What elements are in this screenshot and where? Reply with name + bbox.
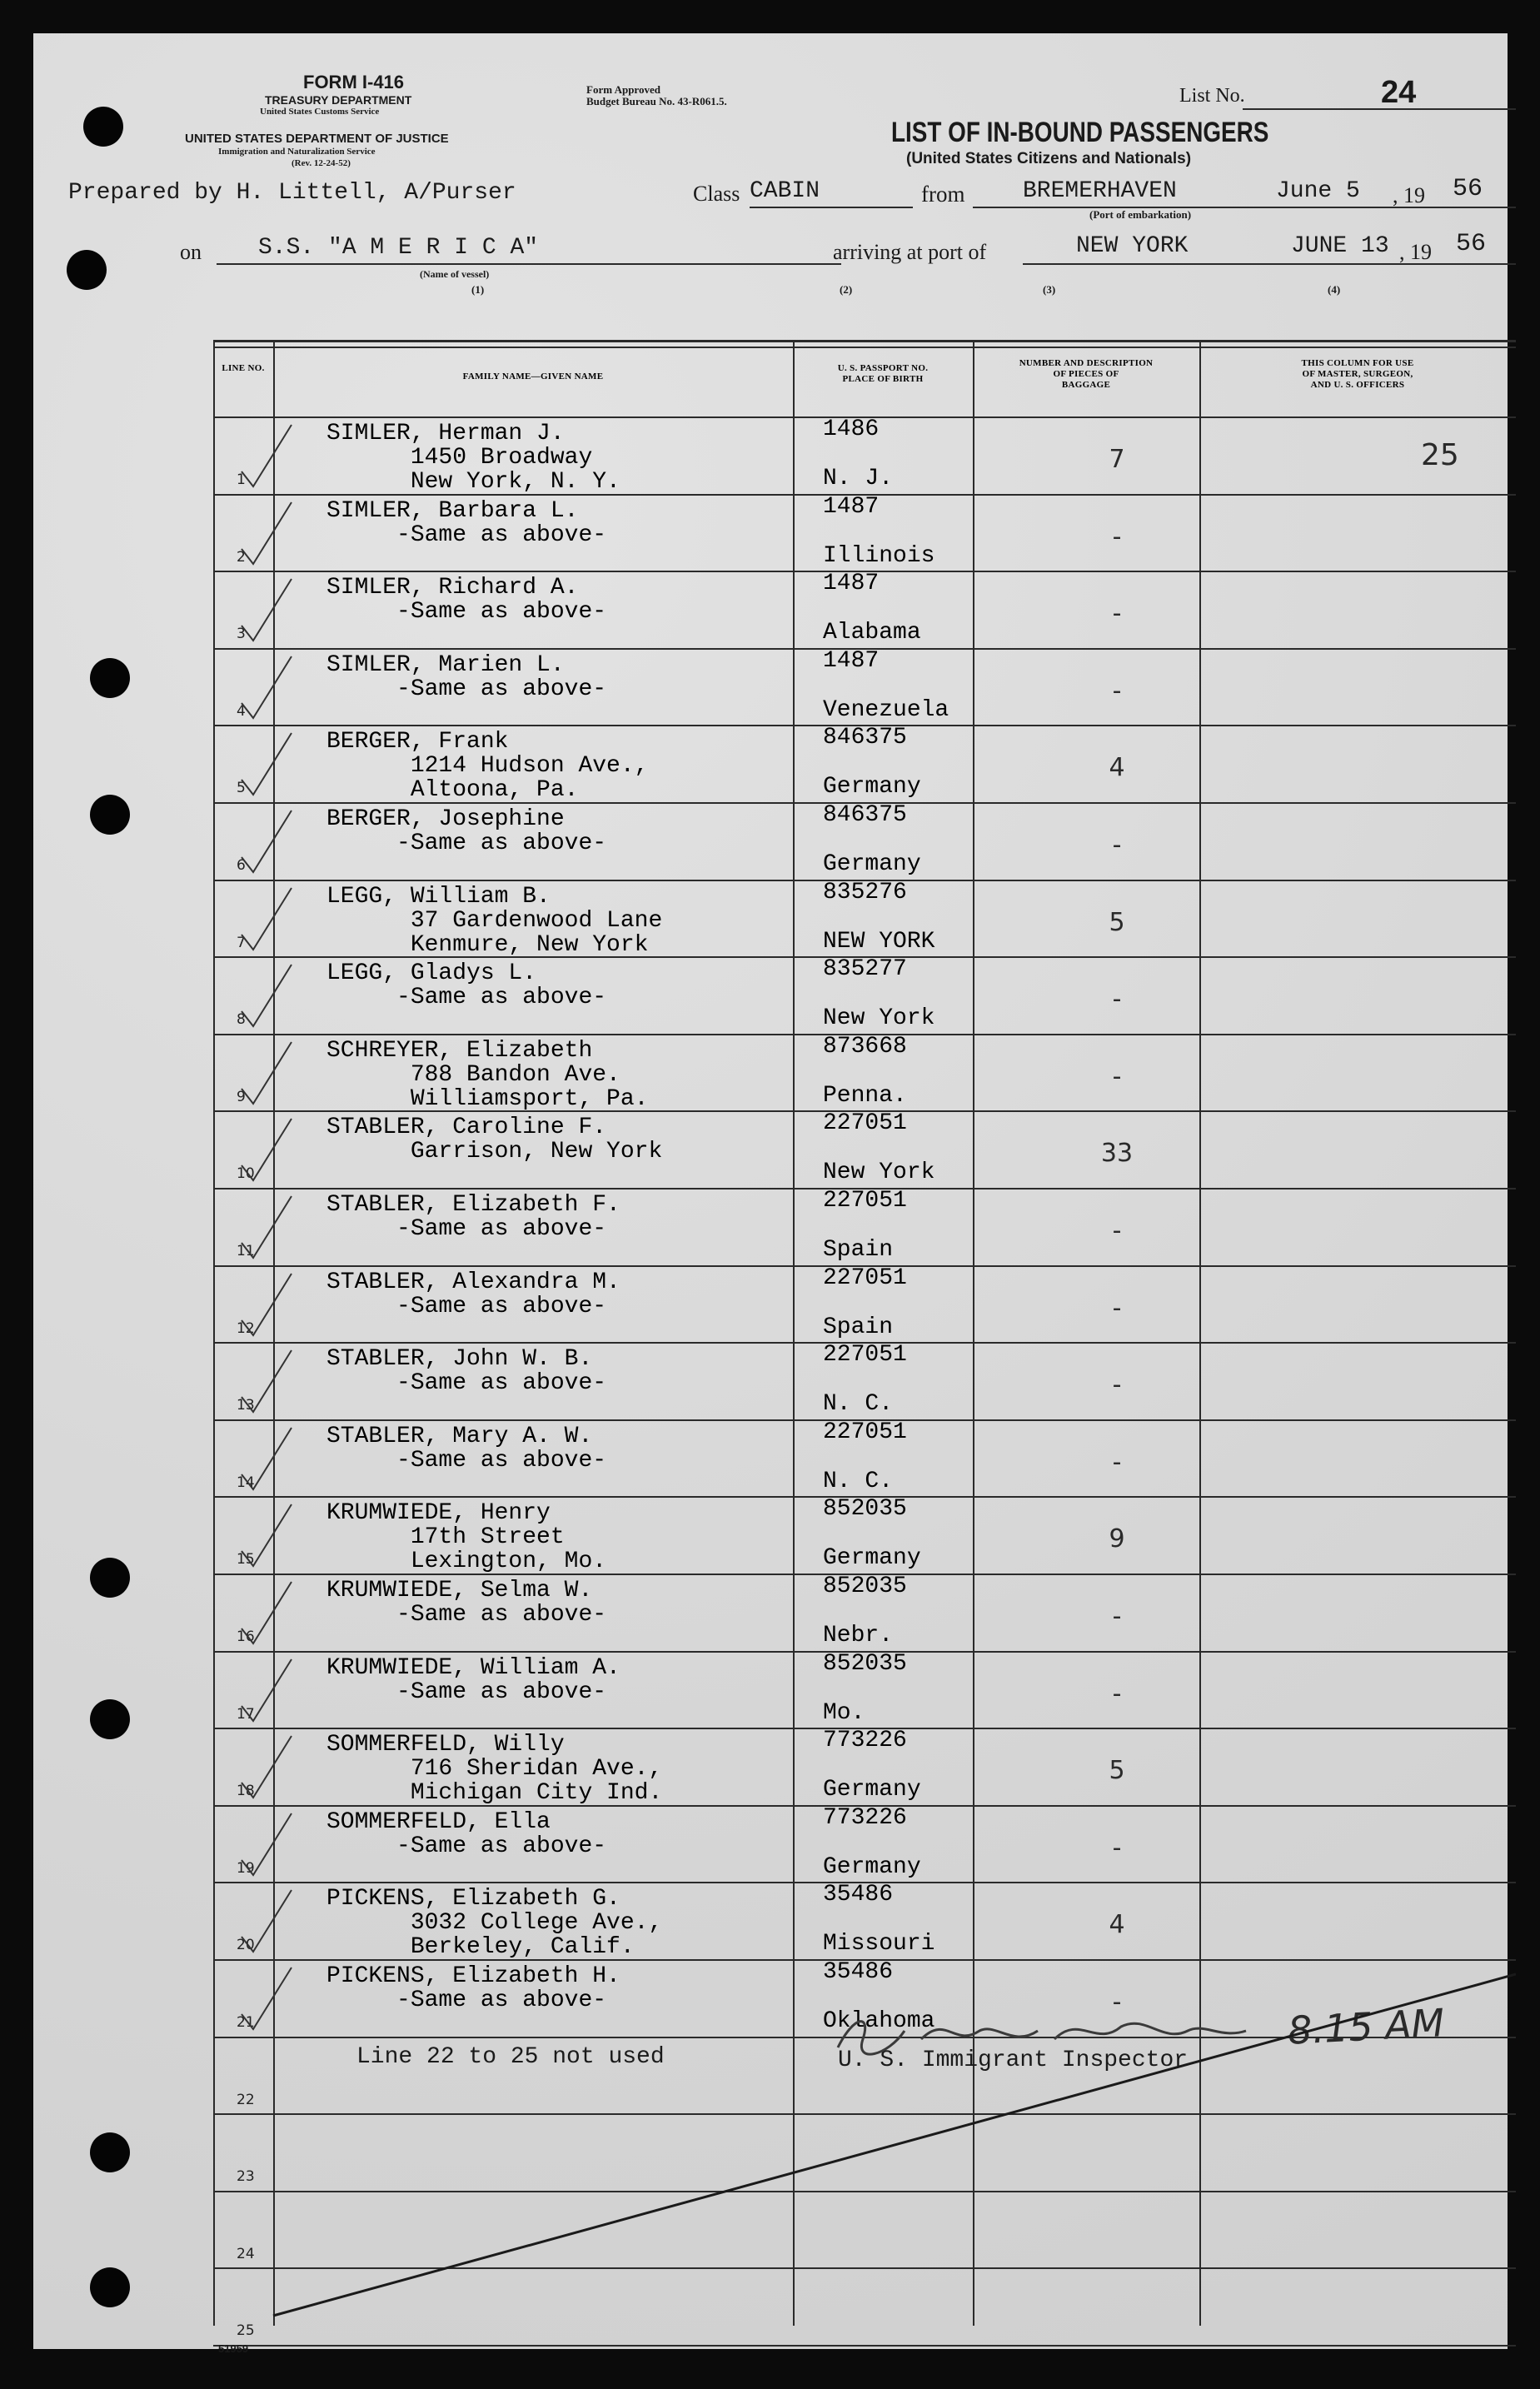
name-line: KRUMWIEDE, William A. — [326, 1654, 620, 1681]
unused-lines-note: Line 22 to 25 not used — [356, 2044, 665, 2070]
passport-number: 846375 — [823, 802, 907, 828]
name-line: -Same as above- — [326, 521, 607, 548]
line-number: 16 — [237, 1628, 255, 1645]
line-number: 9 — [237, 1088, 246, 1105]
name-line: New York, N. Y. — [326, 469, 620, 495]
punch-hole — [67, 250, 107, 290]
name-line: Lexington, Mo. — [326, 1549, 607, 1575]
baggage-count: - — [1112, 830, 1122, 860]
punch-hole — [90, 658, 130, 698]
arrival-century: , 19 — [1399, 240, 1432, 264]
passport-number: 227051 — [823, 1110, 907, 1137]
place-of-birth: Nebr. — [823, 1623, 894, 1648]
passport-number: 227051 — [823, 1342, 907, 1369]
name-line: Altoona, Pa. — [326, 777, 579, 804]
punch-hole — [90, 1699, 130, 1739]
place-of-birth: Penna. — [823, 1082, 907, 1109]
baggage-count: 9 — [1109, 1524, 1125, 1554]
name-line: Williamsport, Pa. — [326, 1085, 649, 1112]
line-number: 3 — [237, 626, 246, 643]
baggage-count: - — [1112, 1678, 1122, 1708]
col2-number: (2) — [840, 283, 853, 296]
baggage-count: - — [1112, 1061, 1122, 1091]
arriving-label: arriving at port of — [833, 240, 987, 264]
line-number: 1 — [237, 471, 246, 488]
name-line: -Same as above- — [326, 985, 607, 1011]
list-no-label: List No. — [1179, 85, 1245, 107]
name-line: -Same as above- — [326, 676, 607, 702]
name-line: -Same as above- — [326, 1370, 607, 1397]
passport-number: 35486 — [823, 1959, 894, 1985]
place-of-birth: Germany — [823, 774, 921, 800]
line-number: 12 — [237, 1319, 255, 1337]
name-line: -Same as above- — [326, 1216, 607, 1242]
form-revision: (Rev. 12-24-52) — [292, 158, 351, 168]
name-line: SIMLER, Herman J. — [326, 421, 565, 446]
punch-hole — [90, 795, 130, 835]
line-number: 10 — [237, 1165, 255, 1183]
name-line: 1214 Hudson Ave., — [326, 753, 649, 780]
name-line: PICKENS, Elizabeth H. — [326, 1963, 620, 1989]
place-of-birth: N. J. — [823, 466, 894, 491]
baggage-count: - — [1112, 985, 1122, 1015]
name-line: -Same as above- — [326, 1988, 607, 2013]
line-number: 25 — [237, 2322, 255, 2340]
manifest-sheet — [33, 33, 1508, 2355]
passport-number: 835277 — [823, 956, 907, 983]
passport-number: 852035 — [823, 1574, 907, 1599]
name-line: 716 Sheridan Ave., — [326, 1756, 663, 1783]
passport-number: 852035 — [823, 1650, 907, 1677]
line-number: 17 — [237, 1705, 255, 1723]
line-no-header: LINE NO. — [222, 363, 265, 373]
vessel-caption: (Name of vessel) — [420, 268, 490, 280]
baggage-count: - — [1112, 1833, 1122, 1863]
line-number: 15 — [237, 1551, 255, 1569]
name-line: STABLER, Caroline F. — [326, 1115, 607, 1141]
name-line: Michigan City Ind. — [326, 1780, 663, 1807]
name-line: -Same as above- — [326, 830, 607, 856]
place-of-birth: Alabama — [823, 620, 921, 646]
place-of-birth: Spain — [823, 1314, 894, 1340]
line-number: 14 — [237, 1474, 255, 1491]
baggage-header-line3: BAGGAGE — [1061, 380, 1111, 390]
name-line: SIMLER, Barbara L. — [326, 497, 579, 524]
place-of-birth: Missouri — [823, 1931, 935, 1958]
line-number: 19 — [237, 1859, 255, 1877]
baggage-count: - — [1112, 1602, 1122, 1631]
line-number: 22 — [237, 2091, 255, 2108]
place-of-birth: N. C. — [823, 1468, 894, 1494]
name-line: SOMMERFELD, Ella — [326, 1808, 551, 1835]
punch-hole — [90, 2267, 130, 2307]
from-label: from — [921, 182, 965, 207]
punch-hole — [83, 107, 123, 147]
baggage-header-line2: OF PIECES OF — [1053, 369, 1119, 379]
name-line: KRUMWIEDE, Selma W. — [326, 1578, 593, 1603]
baggage-count: - — [1112, 521, 1122, 551]
passport-number: 773226 — [823, 1804, 907, 1831]
line-number: 21 — [237, 2014, 255, 2031]
budget-bureau: Budget Bureau No. 43-R061.5. — [586, 95, 727, 107]
baggage-count: 4 — [1109, 1910, 1125, 1940]
line-number: 11 — [237, 1243, 255, 1259]
treasury-dept: TREASURY DEPARTMENT — [265, 93, 412, 107]
document-subtitle: (United States Citizens and Nationals) — [906, 150, 1192, 167]
name-line: Berkeley, Calif. — [326, 1934, 635, 1961]
baggage-count: - — [1112, 1293, 1122, 1323]
name-line: PICKENS, Elizabeth G. — [326, 1886, 620, 1913]
officer-header-line3: AND U. S. OFFICERS — [1310, 380, 1405, 390]
document-title: LIST OF IN-BOUND PASSENGERS — [891, 117, 1269, 148]
cancel-line — [213, 340, 1516, 2326]
on-label: on — [180, 240, 202, 264]
passport-number: 1487 — [823, 493, 880, 520]
name-line: Garrison, New York — [326, 1139, 663, 1165]
place-of-birth: Germany — [823, 1777, 921, 1803]
arrival-port: NEW YORK — [1076, 233, 1189, 259]
line-number: 18 — [237, 1783, 255, 1800]
name-line: STABLER, John W. B. — [326, 1346, 593, 1373]
col1-number: (1) — [471, 283, 485, 296]
place-of-birth: Oklahoma — [823, 2008, 935, 2034]
list-number: 24 — [1381, 75, 1417, 110]
col3-number: (3) — [1043, 283, 1056, 296]
name-line: -Same as above- — [326, 1833, 607, 1859]
passport-number: 852035 — [823, 1496, 907, 1523]
name-line: -Same as above- — [326, 1293, 607, 1319]
passport-number: 1486 — [823, 416, 880, 442]
name-line: Kenmure, New York — [326, 931, 649, 958]
place-of-birth: N. C. — [823, 1391, 894, 1418]
arrival-date: JUNE 13 — [1291, 233, 1389, 259]
embarkation-century: , 19 — [1393, 183, 1425, 207]
name-line: -Same as above- — [326, 1678, 607, 1705]
form-approved: Form Approved — [586, 83, 660, 96]
vessel-name: S.S. "A M E R I C A" — [258, 235, 539, 261]
passport-header-line1: U. S. PASSPORT NO. — [837, 363, 929, 373]
line-number: 23 — [237, 2168, 255, 2186]
prepared-by: Prepared by H. Littell, A/Purser — [68, 180, 516, 206]
name-line: -Same as above- — [326, 1447, 607, 1474]
name-line: SOMMERFELD, Willy — [326, 1732, 565, 1758]
name-line: STABLER, Alexandra M. — [326, 1269, 620, 1295]
name-header: FAMILY NAME—GIVEN NAME — [462, 372, 604, 382]
name-line: LEGG, Gladys L. — [326, 960, 537, 987]
place-of-birth: New York — [823, 1160, 935, 1186]
baggage-count: 5 — [1109, 1756, 1125, 1786]
punch-hole — [90, 2132, 130, 2172]
embarkation-port: BREMERHAVEN — [1023, 178, 1177, 204]
name-line: SIMLER, Marien L. — [326, 651, 565, 678]
embarkation-year: 56 — [1453, 175, 1483, 203]
line-number: 2 — [237, 548, 246, 566]
passport-header-line2: PLACE OF BIRTH — [842, 374, 924, 384]
baggage-count: - — [1112, 1447, 1122, 1477]
name-line: 1450 Broadway — [326, 445, 593, 471]
name-line: 37 Gardenwood Lane — [326, 907, 663, 934]
passport-number: 227051 — [823, 1264, 907, 1291]
passport-number: 35486 — [823, 1882, 894, 1908]
baggage-count: - — [1112, 1216, 1122, 1245]
name-line: SIMLER, Richard A. — [326, 575, 579, 601]
passport-number: 835276 — [823, 879, 907, 905]
arrival-year: 56 — [1456, 230, 1487, 258]
passport-number: 873668 — [823, 1033, 907, 1060]
passport-number: 1487 — [823, 647, 880, 674]
baggage-count: 7 — [1109, 445, 1125, 474]
passenger-table — [213, 340, 1516, 2340]
name-line: 788 Bandon Ave. — [326, 1061, 620, 1088]
baggage-count: - — [1112, 1370, 1122, 1400]
name-line: LEGG, William B. — [326, 883, 551, 910]
line-number: 20 — [237, 1937, 255, 1954]
class-value: CABIN — [750, 178, 820, 204]
place-of-birth: New York — [823, 1005, 935, 1032]
place-of-birth: Germany — [823, 1853, 921, 1880]
class-label: Class — [693, 182, 740, 206]
port-caption: (Port of embarkation) — [1089, 208, 1192, 221]
name-line: 3032 College Ave., — [326, 1910, 663, 1937]
name-line: -Same as above- — [326, 1602, 607, 1628]
baggage-count: 33 — [1100, 1139, 1134, 1169]
customs-service: United States Customs Service — [260, 107, 380, 117]
passport-number: 227051 — [823, 1188, 907, 1214]
justice-dept: UNITED STATES DEPARTMENT OF JUSTICE — [185, 132, 449, 146]
passport-number: 1487 — [823, 571, 880, 597]
form-number: FORM I-416 — [303, 72, 405, 92]
officer-note: 25 — [1421, 438, 1459, 472]
name-line: 17th Street — [326, 1524, 565, 1551]
place-of-birth: Illinois — [823, 542, 935, 569]
line-number: 8 — [237, 1011, 246, 1029]
baggage-count: - — [1112, 676, 1122, 706]
place-of-birth: Venezuela — [823, 696, 949, 723]
baggage-count: - — [1112, 599, 1122, 629]
officer-header-line1: THIS COLUMN FOR USE — [1301, 358, 1414, 368]
name-line: KRUMWIEDE, Henry — [326, 1500, 551, 1527]
embarkation-date: June 5 — [1276, 178, 1360, 204]
passport-number: 846375 — [823, 725, 907, 751]
officer-header-line2: OF MASTER, SURGEON, — [1302, 369, 1413, 379]
place-of-birth: NEW YORK — [823, 928, 935, 955]
line-number: 13 — [237, 1397, 255, 1414]
baggage-header-line1: NUMBER AND DESCRIPTION — [1019, 358, 1154, 368]
col4-number: (4) — [1328, 283, 1341, 296]
passport-number: 227051 — [823, 1419, 907, 1445]
name-line: SCHREYER, Elizabeth — [326, 1037, 593, 1064]
name-line: -Same as above- — [326, 599, 607, 626]
inspector-caption: U. S. Immigrant Inspector — [838, 2047, 1189, 2073]
line-number: 7 — [237, 934, 246, 951]
place-of-birth: Germany — [823, 851, 921, 877]
baggage-count: 4 — [1109, 753, 1125, 783]
name-line: STABLER, Elizabeth F. — [326, 1192, 620, 1218]
baggage-count: 5 — [1109, 907, 1125, 937]
place-of-birth: Germany — [823, 1545, 921, 1572]
passport-number: 773226 — [823, 1728, 907, 1754]
footer-code: 51959 — [218, 2342, 249, 2355]
name-line: BERGER, Josephine — [326, 806, 565, 832]
punch-hole — [90, 1558, 130, 1598]
name-line: STABLER, Mary A. W. — [326, 1423, 593, 1449]
place-of-birth: Mo. — [823, 1699, 865, 1726]
line-number: 4 — [237, 702, 246, 720]
baggage-count: - — [1112, 1988, 1122, 2017]
line-number: 6 — [237, 857, 246, 874]
line-number: 24 — [237, 2245, 255, 2262]
place-of-birth: Spain — [823, 1237, 894, 1263]
ins-service: Immigration and Naturalization Service — [218, 147, 376, 157]
line-number: 5 — [237, 780, 246, 797]
name-line: BERGER, Frank — [326, 729, 509, 756]
time-stamp: 8.15 AM — [1286, 2000, 1446, 2053]
